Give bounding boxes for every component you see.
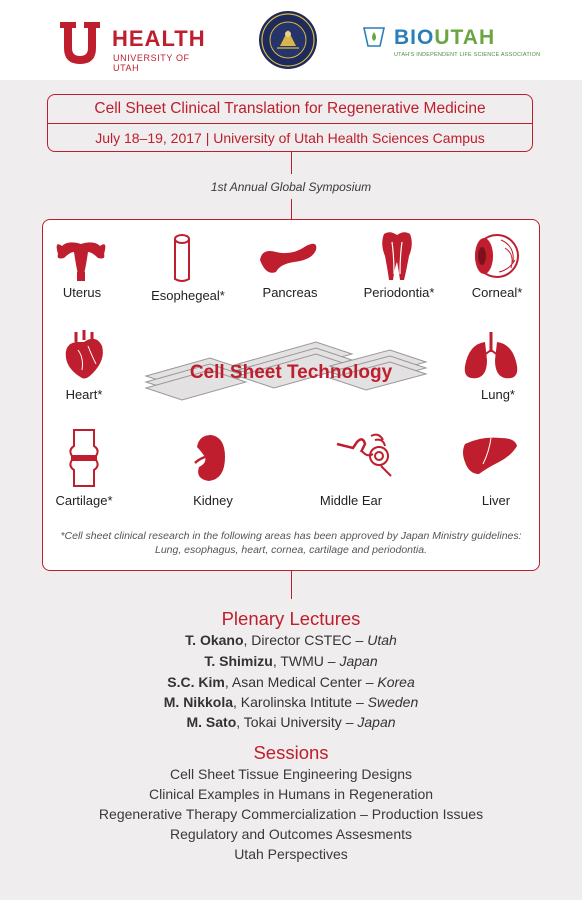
- speaker-affiliation: , Tokai University –: [236, 714, 358, 730]
- university-of-utah-wordmark: UNIVERSITY OF UTAH: [113, 53, 190, 73]
- lecture-item: [0, 694, 582, 710]
- session-item: Utah Perspectives: [234, 846, 348, 862]
- symposium-label: 1st Annual Global Symposium: [210, 180, 372, 194]
- header-logo-bar: [0, 0, 582, 80]
- event-date-location: July 18–19, 2017 | University of Utah Health Sciences Campus: [95, 130, 485, 146]
- liver-icon: [461, 434, 519, 476]
- connector-line: [291, 571, 292, 599]
- lung-label: Lung*: [481, 387, 515, 402]
- lecture-item: [0, 674, 582, 690]
- bioutah-drop-icon: [360, 24, 388, 50]
- approval-footnote: *Cell sheet clinical research in the following areas has been approved by Japan Ministry guidelines: Lung, esophagus, heart, cornea, cartilage and periodontia.: [60, 530, 522, 556]
- lecture-item: [0, 632, 582, 648]
- uterus-label: Uterus: [62, 285, 102, 300]
- speaker-name: S.C. Kim: [167, 674, 225, 690]
- connector-line: [291, 199, 292, 219]
- speaker-location: Korea: [377, 674, 415, 690]
- event-title: Cell Sheet Clinical Translation for Regenerative Medicine: [94, 100, 486, 117]
- sessions-heading: Sessions: [253, 742, 329, 763]
- liver-label: Liver: [481, 493, 511, 508]
- middle-ear-icon: [335, 430, 397, 478]
- speaker-name: M. Nikkola: [163, 694, 233, 710]
- university-of-utah-health-logo[interactable]: [58, 20, 218, 73]
- utah-state-seal-icon: [258, 10, 318, 70]
- kidney-icon: [193, 433, 227, 483]
- utah-text: UTAH: [434, 26, 496, 49]
- esophagus-icon: [170, 233, 194, 285]
- speaker-affiliation: , Karolinska Intitute –: [233, 694, 368, 710]
- eye-icon: [471, 232, 523, 280]
- speaker-location: Japan: [339, 653, 378, 669]
- speaker-location: Utah: [367, 632, 397, 648]
- pancreas-icon: [258, 238, 320, 278]
- kidney-label: Kidney: [193, 493, 233, 508]
- heart-label: Heart*: [65, 387, 103, 402]
- plenary-lectures-heading: Plenary Lectures: [221, 608, 361, 629]
- pancreas-label: Pancreas: [262, 285, 318, 300]
- lecture-item: [0, 714, 582, 730]
- event-title-box: [47, 94, 533, 152]
- speaker-name: T. Shimizu: [204, 653, 273, 669]
- uterus-icon: [50, 234, 112, 282]
- esophageal-label: Esophegeal*: [151, 288, 225, 303]
- middle-ear-label: Middle Ear: [319, 493, 383, 508]
- speaker-affiliation: , Asan Medical Center –: [224, 674, 378, 690]
- speaker-location: Sweden: [367, 694, 419, 710]
- session-item: Clinical Examples in Humans in Regeneration: [148, 786, 434, 802]
- speaker-location: Japan: [357, 714, 396, 730]
- cell-sheet-technology-label: Cell Sheet Technology: [189, 362, 393, 383]
- cartilage-joint-icon: [66, 428, 102, 488]
- corneal-label: Corneal*: [471, 285, 523, 300]
- lungs-icon: [461, 330, 521, 382]
- speaker-affiliation: , Director CSTEC –: [243, 632, 368, 648]
- session-item: Regulatory and Outcomes Assesments: [169, 826, 412, 842]
- health-wordmark: HEALTH: [112, 26, 206, 51]
- lecture-item: [0, 653, 582, 669]
- speaker-affiliation: , TWMU –: [272, 653, 340, 669]
- bioutah-logo[interactable]: [360, 24, 540, 64]
- tooth-icon: [380, 230, 414, 282]
- connector-line: [291, 152, 292, 174]
- speaker-name: M. Sato: [186, 714, 237, 730]
- session-item: Cell Sheet Tissue Engineering Designs: [169, 766, 413, 782]
- bio-text: BIO: [394, 26, 435, 49]
- bioutah-tagline: UTAH'S INDEPENDENT LIFE SCIENCE ASSOCIATION: [394, 52, 541, 58]
- periodontia-label: Periodontia*: [363, 285, 435, 300]
- speaker-name: T. Okano: [185, 632, 244, 648]
- block-u-icon: [58, 20, 102, 66]
- session-item: Regenerative Therapy Commercialization – Production Issues: [98, 806, 484, 822]
- title-divider: [48, 123, 532, 124]
- cartilage-label: Cartilage*: [55, 493, 113, 508]
- bioutah-wordmark: [394, 26, 495, 50]
